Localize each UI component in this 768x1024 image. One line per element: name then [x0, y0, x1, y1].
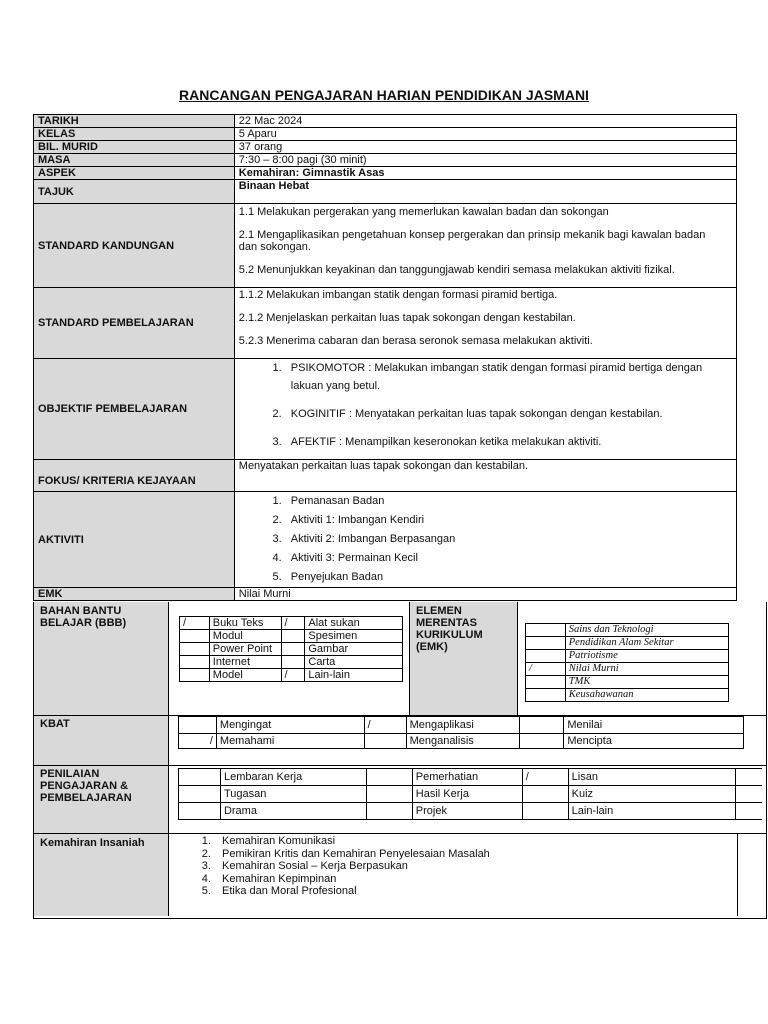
- sp-item: 5.2.3 Menerima cabaran dan berasa seronok semasa melakukan aktiviti.: [238, 335, 593, 347]
- aktiviti-item: 5. Penyejukan Badan: [285, 568, 732, 587]
- aktiviti-list: [239, 492, 732, 587]
- emk-mark: [526, 689, 566, 702]
- kemahiran-item: 4. Kemahiran Kepimpinan: [214, 873, 734, 886]
- label-tarikh: TARIKH: [34, 115, 235, 128]
- penilaian-item: Projek: [412, 803, 522, 820]
- label-emk: EMK: [34, 588, 235, 601]
- bbb-mark: [281, 643, 305, 656]
- sk-item: 1.1 Melakukan pergerakan yang memerlukan kawalan badan dan sokongan: [238, 206, 609, 218]
- value-bil-murid: 37 orang: [234, 141, 736, 154]
- kbat-mark: [179, 717, 217, 734]
- label-kbat: KBAT: [40, 718, 70, 730]
- objektif-item: 2. KOGINITIF : Menyatakan perkaitan luas tapak sokongan dengan kestabilan.: [285, 405, 732, 423]
- bbb-item: Carta: [305, 656, 403, 669]
- penilaian-item: Kuiz: [568, 786, 736, 803]
- value-kelas: 5 Aparu: [234, 128, 736, 141]
- penilaian-mark: [366, 769, 412, 786]
- bbb-item: Spesimen: [305, 630, 403, 643]
- emk-mark: [526, 637, 566, 650]
- label-kelas: KELAS: [34, 128, 235, 141]
- bbb-mark: /: [281, 617, 305, 630]
- emk-item: Nilai Murni: [565, 663, 728, 676]
- bbb-item: Internet: [209, 656, 281, 669]
- aktiviti-item: 4. Aktiviti 3: Permainan Kecil: [285, 549, 732, 568]
- aktiviti-item: 2. Aktiviti 1: Imbangan Kendiri: [285, 511, 732, 530]
- label-emk-section: ELEMEN MERENTAS KURIKULUM (EMK): [416, 605, 483, 653]
- row-masa: [34, 154, 737, 167]
- kbat-item: Menganalisis: [406, 734, 520, 749]
- objektif-item: 1. PSIKOMOTOR : Melakukan imbangan statik dengan formasi piramid bertiga dengan lakuan yang betul.: [285, 359, 732, 395]
- label-bbb: BAHAN BANTU BELAJAR (BBB): [40, 605, 127, 629]
- penilaian-mark: [179, 803, 221, 820]
- lower-section: [33, 602, 767, 919]
- label-standard-kandungan: STANDARD KANDUNGAN: [34, 204, 235, 288]
- label-aspek: ASPEK: [34, 167, 235, 180]
- penilaian-mark: [179, 769, 221, 786]
- page-title: RANCANGAN PENGAJARAN HARIAN PENDIDIKAN JASMANI: [179, 87, 589, 103]
- penilaian-mark: [366, 803, 412, 820]
- label-aktiviti: AKTIVITI: [34, 492, 235, 588]
- bbb-mark: [180, 630, 210, 643]
- sk-item: 2.1 Mengaplikasikan pengetahuan konsep pergerakan dan prinsip mekanik bagi kawalan badan dan sokongan.: [238, 229, 706, 253]
- value-fokus: Menyatakan perkaitan luas tapak sokongan dan kestabilan.: [234, 460, 736, 492]
- bbb-mark: [180, 669, 210, 682]
- emk-mark: [526, 624, 566, 637]
- penilaian-item: Lain-lain: [568, 803, 736, 820]
- emk-item: Sains dan Teknologi: [565, 624, 728, 637]
- label-column: [34, 602, 169, 916]
- row-aktiviti: [34, 492, 737, 588]
- value-standard-kandungan: [234, 204, 736, 288]
- row-fokus: [34, 460, 737, 492]
- row-objektif: [34, 359, 737, 460]
- bbb-mark: [180, 656, 210, 669]
- row-kelas: [34, 128, 737, 141]
- bbb-mark: /: [281, 669, 305, 682]
- sp-item: 1.1.2 Melakukan imbangan statik dengan formasi piramid bertiga.: [238, 289, 558, 301]
- kbat-mark: [520, 717, 564, 734]
- penilaian-mark: [522, 803, 568, 820]
- bbb-item: Alat sukan: [305, 617, 403, 630]
- objektif-list: [239, 359, 732, 451]
- kbat-item: Memahami: [216, 734, 364, 749]
- emk-mark: /: [526, 663, 566, 676]
- kbat-item: Mengaplikasi: [406, 717, 520, 734]
- kbat-item: Mencipta: [564, 734, 744, 749]
- objektif-item: 3. AFEKTIF : Menampilkan keseronokan ketika melakukan aktiviti.: [285, 433, 732, 451]
- kemahiran-item: 1. Kemahiran Komunikasi: [214, 835, 734, 848]
- sp-item: 2.1.2 Menjelaskan perkaitan luas tapak sokongan dengan kestabilan.: [238, 312, 576, 324]
- row-aspek: [34, 167, 737, 180]
- value-tajuk: Binaan Hebat: [234, 180, 736, 204]
- kbat-mark: /: [179, 734, 217, 749]
- penilaian-mark: /: [522, 769, 568, 786]
- bbb-mark: [180, 643, 210, 656]
- kbat-mark: [520, 734, 564, 749]
- aktiviti-item: 1. Pemanasan Badan: [285, 492, 732, 511]
- row-emk: [34, 588, 737, 601]
- kemahiran-item: 3. Kemahiran Sosial – Kerja Berpasukan: [214, 860, 734, 873]
- emk-item: Pendidikan Alam Sekitar: [565, 637, 728, 650]
- row-bil-murid: [34, 141, 737, 154]
- penilaian-item: Drama: [220, 803, 366, 820]
- kbat-table: [178, 716, 744, 749]
- row-standard-pembelajaran: [34, 288, 737, 359]
- emk-item: Keusahawanan: [565, 689, 728, 702]
- row-tajuk: [34, 180, 737, 204]
- kbat-mark: /: [364, 717, 406, 734]
- bbb-item: Lain-lain: [305, 669, 403, 682]
- bbb-mark: /: [180, 617, 210, 630]
- penilaian-table: [178, 768, 762, 820]
- value-aspek: Kemahiran: Gimnastik Asas: [234, 167, 736, 180]
- penilaian-mark: [366, 786, 412, 803]
- value-standard-pembelajaran: [234, 288, 736, 359]
- penilaian-item: Lembaran Kerja: [220, 769, 366, 786]
- emk-item: Patriotisme: [565, 650, 728, 663]
- penilaian-mark: [522, 786, 568, 803]
- label-penilaian: PENILAIAN PENGAJARAN & PEMBELAJARAN: [40, 768, 132, 804]
- value-objektif: [234, 359, 736, 460]
- row-tarikh: [34, 115, 737, 128]
- bbb-mark: [281, 656, 305, 669]
- bbb-mark: [281, 630, 305, 643]
- bbb-table: [179, 616, 403, 682]
- penilaian-item: Lisan: [568, 769, 736, 786]
- penilaian-mark: [179, 786, 221, 803]
- bbb-item: Buku Teks: [209, 617, 281, 630]
- label-tajuk: TAJUK: [34, 180, 235, 204]
- emk-mark: [526, 650, 566, 663]
- value-tarikh: 22 Mac 2024: [234, 115, 736, 128]
- emk-item: TMK: [565, 676, 728, 689]
- kemahiran-item: 2. Pemikiran Kritis dan Kemahiran Penyelesaian Masalah: [214, 848, 734, 861]
- kbat-item: Mengingat: [216, 717, 364, 734]
- kbat-item: Menilai: [564, 717, 744, 734]
- row-standard-kandungan: [34, 204, 737, 288]
- lesson-plan-table: [33, 114, 737, 601]
- emk-mark: [526, 676, 566, 689]
- label-fokus: FOKUS/ KRITERIA KEJAYAAN: [34, 460, 235, 492]
- kbat-mark: [364, 734, 406, 749]
- kemahiran-content: [174, 835, 734, 898]
- aktiviti-item: 3. Aktiviti 2: Imbangan Berpasangan: [285, 530, 732, 549]
- value-aktiviti: [234, 492, 736, 588]
- label-bil-murid: BIL. MURID: [34, 141, 235, 154]
- value-masa: 7:30 – 8:00 pagi (30 minit): [234, 154, 736, 167]
- penilaian-item: Hasil Kerja: [412, 786, 522, 803]
- kemahiran-list: [174, 835, 734, 898]
- bbb-item: Gambar: [305, 643, 403, 656]
- bbb-item: Modul: [209, 630, 281, 643]
- penilaian-item: Tugasan: [220, 786, 366, 803]
- bbb-item: Power Point: [209, 643, 281, 656]
- emk-table: [525, 623, 729, 702]
- penilaian-item: Pemerhatian: [412, 769, 522, 786]
- label-objektif: OBJEKTIF PEMBELAJARAN: [34, 359, 235, 460]
- sk-item: 5.2 Menunjukkan keyakinan dan tanggungjawab kendiri semasa melakukan aktiviti fizikal.: [238, 264, 675, 276]
- kemahiran-item: 5. Etika dan Moral Profesional: [214, 885, 734, 898]
- value-emk: Nilai Murni: [234, 588, 736, 601]
- label-standard-pembelajaran: STANDARD PEMBELAJARAN: [34, 288, 235, 359]
- label-masa: MASA: [34, 154, 235, 167]
- label-kemahiran: Kemahiran Insaniah: [40, 837, 145, 849]
- bbb-item: Model: [209, 669, 281, 682]
